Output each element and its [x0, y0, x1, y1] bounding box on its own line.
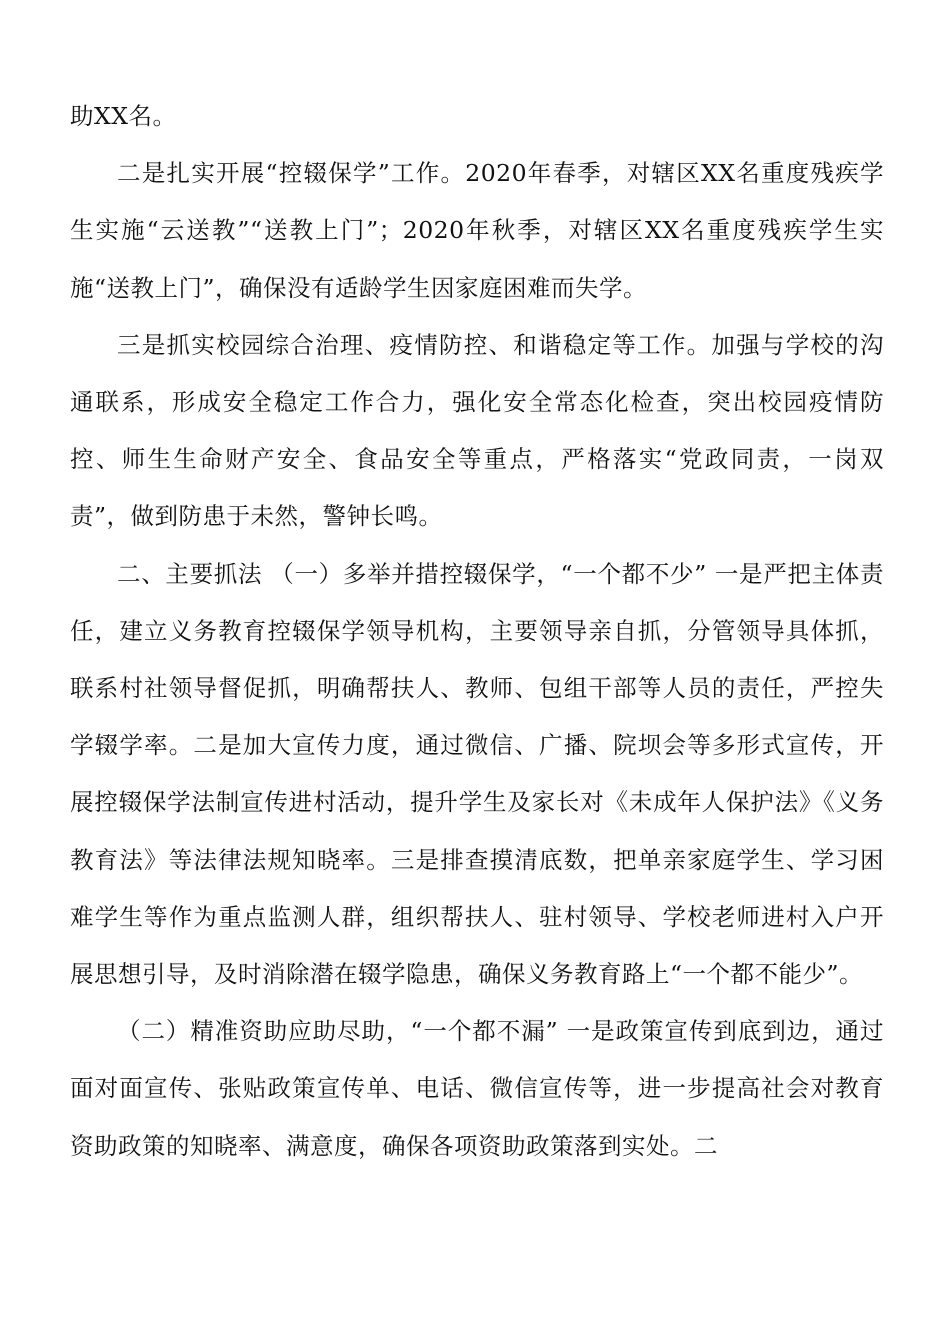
paragraph-main-measures: 二、主要抓法 （一）多举并措控辍保学，“一个都不少” 一是严把主体责任，建立义务教育控辍保学领导机构，主要领导亲自抓，分管领导具体抓，联系村社领导督促抓，明确帮扶人、教师、包组干部等人员的责任，严控失学辍学率。二是加大宣传力度，通过微信、广播、院坝会等多形式宣传，开展控辍保学法制宣传进村活动，提升学生及家长对《未成年人保护法》《义务教育法》等法律法规知晓率。三是排查摸清底数，把单亲家庭学生、学习困难学生等作为重点监测人群，组织帮扶人、驻村领导、学校老师进村入户开展思想引导，及时消除潜在辍学隐患，确保义务教育路上“一个都不能少”。 [70, 559, 884, 989]
paragraph-campus-governance: 三是抓实校园综合治理、疫情防控、和谐稳定等工作。加强与学校的沟通联系，形成安全稳定工作合力，强化安全常态化检查，突出校园疫情防控、师生生命财产安全、食品安全等重点，严格落实“党政同责，一岗双责”，做到防患于未然，警钟长鸣。 [70, 330, 884, 531]
paragraph-precise-funding: （二）精准资助应助尽助，“一个都不漏” 一是政策宣传到底到边，通过面对面宣传、张贴政策宣传单、电话、微信宣传等，进一步提高社会对教育资助政策的知晓率、满意度，确保各项资助政策落到实处。二 [70, 1017, 884, 1160]
document-body [70, 88, 884, 1175]
paragraph-continuation: 助XX名。 [70, 102, 177, 130]
paragraph-dropout-prevention-work: 二是扎实开展“控辍保学”工作。2020年春季，对辖区XX名重度残疾学生实施“云送教”“送教上门”；2020年秋季，对辖区XX名重度残疾学生实施“送教上门”，确保没有适龄学生因家庭困难而失学。 [70, 159, 884, 302]
